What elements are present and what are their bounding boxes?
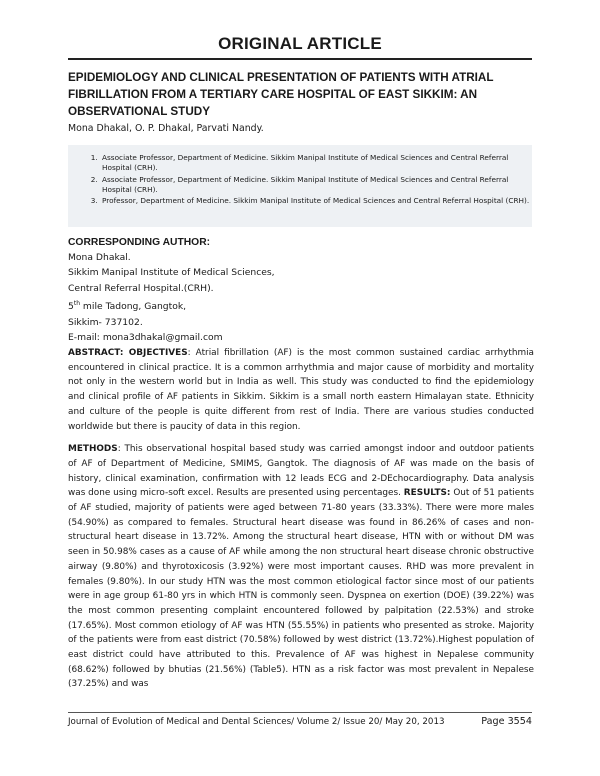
corresponding-hospital: Central Referral Hospital.(CRH). [68, 282, 214, 294]
affiliation-item: 2. Associate Professor, Department of Medicine. Sikkim Manipal Institute of Medical Sciences and Central Referral Hospital (CRH). [100, 175, 532, 196]
abstract [68, 346, 534, 700]
abstract-results-label: RESULTS: [403, 488, 451, 499]
affiliation-item: 1. Associate Professor, Department of Medicine. Sikkim Manipal Institute of Medical Sciences and Central Referral Hospital (CRH). [100, 153, 532, 174]
section-title: ORIGINAL ARTICLE [218, 34, 382, 53]
affiliations-list [68, 145, 532, 206]
abstract-objectives: ABSTRACT: OBJECTIVES: Atrial fibrillation (AF) is the most common sustained cardiac arrhythmia encountered in clinical practice. It is a common arrhythmia and major cause of morbidity and mortality not only in the western world but in India as well. This study was conducted to find the epidemiology and clinical profile of AF patients in Sikkim. Sikkim is a small north eastern Himalayan state. Ethnicity and culture of the people is quite different from rest of India. There are various studies conducted worldwide but there is paucity of data in this region. [68, 348, 534, 432]
corresponding-author-block [68, 250, 275, 346]
corresponding-email: E-mail: mona3dhakal@gmail.com [68, 332, 223, 344]
corresponding-author-heading: CORRESPONDING AUTHOR: [68, 237, 211, 248]
footer-divider [68, 712, 532, 713]
abstract-objectives-label: ABSTRACT: OBJECTIVES [68, 348, 188, 358]
author-list: Mona Dhakal, O. P. Dhakal, Parvati Nandy. [68, 123, 264, 134]
affiliation-item: 3. Professor, Department of Medicine. Sikkim Manipal Institute of Medical Sciences and Central Referral Hospital (CRH). [100, 196, 532, 206]
page-number: Page 3554 [481, 716, 532, 727]
abstract-methods: METHODS: This observational hospital based study was carried amongst indoor and outdoor patients of AF of Department of Medicine, SMIMS, Gangtok. The diagnosis of AF was made on the basis of history, clinical examination, confirmation with 12 leads ECG and 2-DEchocardiography. Data analysis was done using micro-soft excel. Results are presented using percentages. RESULTS: Out of 51 patients of AF studied, majority of patients were aged between 71-80 years (33.33%). There were more males (54.90%) as compared to females. Structural heart disease was found in 86.26% of cases and non-structural heart disease in 13.72%. Among the structural heart disease, HTN with or without DM was seen in 50.98% cases as a cause of AF while among the non structural heart disease chronic obstructive airway (9.80%) and thyrotoxicosis (3.92%) were most important causes. RHD was more prevalent in females (9.80%). In our study HTN was the most common etiological factor since most of our patients were in age group 61-80 yrs in which HTN is commonly seen. Dyspnea on exertion (DOE) (39.22%) was the most common presenting complaint encountered followed by palpitation (22.53%) and stroke (17.65%). Most common etiology of AF was HTN (55.55%) in patients who presented as stroke. Majority of the patients were from east district (70.58%) followed by west district (13.72%).Highest population of east district could have attributed to this. Prevalence of AF was highest in Nepalese community (68.62%) followed by bhutias (21.56%) (Table5). HTN as a risk factor was most prevalent in Nepalese (37.25%) and was [68, 444, 534, 690]
abstract-methods-label: METHODS [68, 444, 118, 455]
corresponding-city: Sikkim- 737102. [68, 316, 143, 328]
corresponding-address: 5th mile Tadong, Gangtok, [68, 300, 187, 313]
journal-citation: Journal of Evolution of Medical and Dental Sciences/ Volume 2/ Issue 20/ May 20, 2013 [68, 717, 445, 727]
corresponding-name: Mona Dhakal. [68, 252, 131, 263]
header-divider [68, 58, 532, 60]
affiliations-box [68, 145, 532, 227]
paper-title: EPIDEMIOLOGY AND CLINICAL PRESENTATION OF PATIENTS WITH ATRIAL FIBRILLATION FROM A TERTIARY CARE HOSPITAL OF EAST SIKKIM: AN OBSERVATIONAL STUDY [68, 71, 494, 118]
corresponding-institute: Sikkim Manipal Institute of Medical Sciences, [68, 267, 275, 279]
